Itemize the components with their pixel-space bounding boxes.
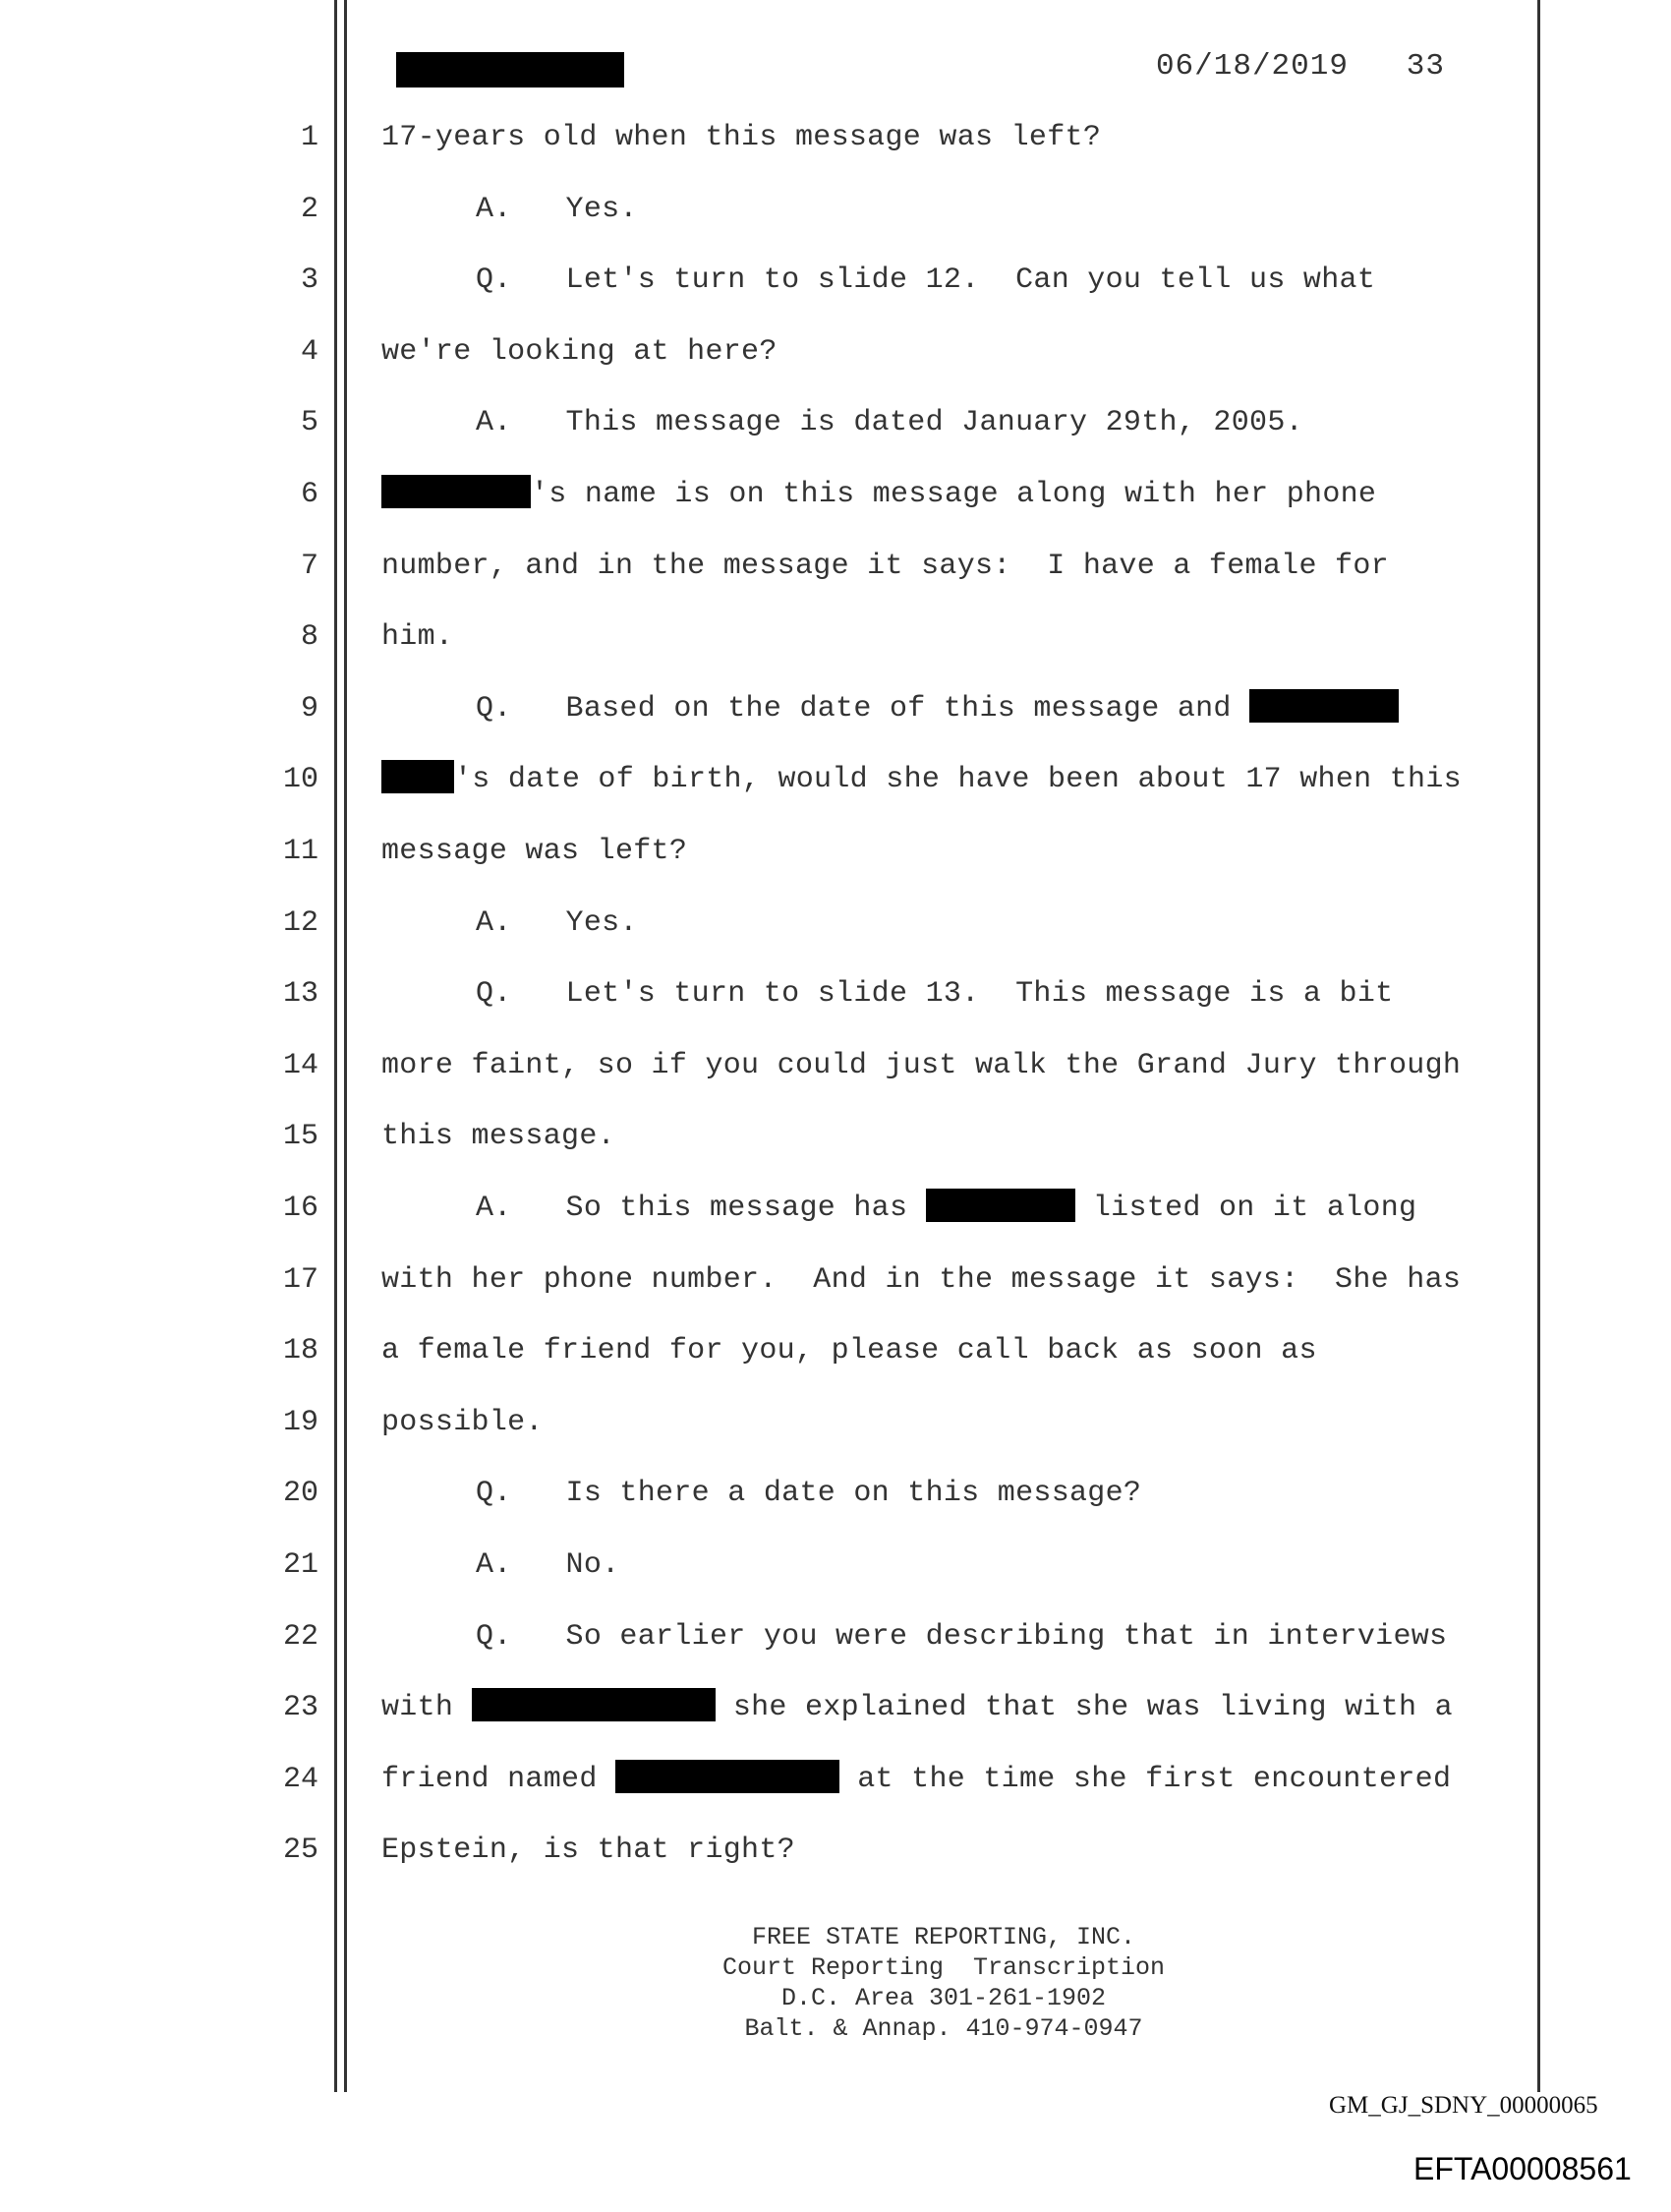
transcript-line [0,1041,1671,1112]
footer-services: Court Reporting Transcription [721,1953,1166,1982]
line-text [381,542,1389,591]
transcript-line [0,1255,1671,1326]
transcript-line [0,1469,1671,1540]
line-text [381,1398,544,1447]
line-number: 25 [282,1834,318,1868]
transcript-line [0,1755,1671,1826]
header-date-page [1156,49,1445,84]
line-text-segment: possible. [381,1405,544,1439]
transcript-line [0,827,1671,898]
line-text [381,1826,795,1875]
line-text [381,1755,1451,1804]
line-text-segment: a female friend for you, please call back as soon as [381,1334,1317,1368]
transcript-line [0,899,1671,969]
efta-number: EFTA00008561 [1413,2151,1632,2186]
header-date: 06/18/2019 [1155,49,1349,84]
transcript-line [0,1612,1671,1683]
redaction-block [615,1760,839,1793]
line-text [381,899,638,948]
line-number: 17 [282,1262,318,1297]
line-number: 15 [282,1120,318,1154]
line-text-segment: 17-years old when this message was left? [381,121,1102,154]
line-text-segment: Q. Let's turn to slide 13. This message is a bit [476,977,1394,1012]
line-text [381,113,1101,162]
line-text-segment: Q. So earlier you were describing that in interviews [476,1619,1448,1654]
line-text-segment: message was left? [381,835,688,868]
line-text-segment: 's date of birth, would she have been about 17 when this [454,763,1462,797]
line-number: 11 [282,835,318,868]
line-text-segment: she explained that she was living with a [715,1691,1453,1725]
transcript-line [0,398,1671,469]
line-number: 12 [282,905,318,940]
transcript-line [0,1112,1671,1183]
transcript-line [0,327,1671,398]
line-number: 9 [300,691,318,726]
line-number: 20 [282,1477,318,1511]
redaction-block [396,52,624,87]
transcript-line [0,684,1671,755]
redaction-block [381,760,454,793]
line-text [381,470,1376,519]
line-text-segment: A. This message is dated January 29th, 2005. [476,406,1303,440]
transcript-line [0,185,1671,256]
line-number: 4 [300,334,318,369]
line-number: 14 [282,1048,318,1082]
line-text-segment: with [381,1691,472,1725]
line-text [381,256,1375,305]
line-text [381,185,638,234]
transcript-line [0,113,1671,184]
line-text-segment: number, and in the message it says: I have a female for [381,549,1389,583]
line-text [381,1255,1461,1305]
redaction-block [1249,689,1399,723]
line-text-segment: A. No. [476,1548,620,1582]
line-text-segment: more faint, so if you could just walk the Grand Jury through [381,1048,1462,1082]
line-text [381,969,1393,1019]
line-text [381,398,1303,447]
line-text-segment: Q. Let's turn to slide 12. Can you tell us what [476,263,1376,298]
line-text [381,1683,1453,1732]
line-number: 13 [282,977,318,1012]
transcript-line [0,256,1671,326]
line-text [381,1184,1416,1233]
line-number: 16 [282,1192,318,1225]
line-number: 21 [282,1548,318,1582]
line-text-segment: 's name is on this message along with her phone [531,478,1377,511]
line-text-segment: him. [381,620,454,655]
line-text [381,1541,619,1590]
page-header [393,47,1445,87]
line-number: 8 [300,620,318,655]
redaction-block [472,1688,716,1721]
line-number: 7 [300,549,318,583]
line-number: 19 [282,1405,318,1439]
line-number: 18 [282,1334,318,1368]
footer-company: FREE STATE REPORTING, INC. [751,1923,1136,1951]
transcript-line [0,612,1671,683]
line-text-segment: this message. [381,1120,615,1154]
transcript-line [0,1683,1671,1754]
redaction-block [381,475,531,508]
line-text-segment: friend named [381,1762,615,1796]
line-text-segment: Q. Based on the date of this message and [476,691,1250,726]
line-text-segment: at the time she first encountered [838,1762,1452,1796]
line-text [381,327,778,377]
line-text-segment: with her phone number. And in the message it says: She has [381,1262,1462,1297]
line-number: 22 [282,1619,318,1654]
reporter-footer [590,1922,1297,2044]
footer-dc-phone: D.C. Area 301-261-1902 [780,1984,1107,2012]
line-text [381,1112,615,1161]
transcript-line [0,1184,1671,1254]
line-number: 3 [300,263,318,298]
line-text [381,684,1399,733]
line-text-segment: A. So this message has [476,1192,926,1225]
transcript-line [0,1398,1671,1469]
line-number: 24 [282,1762,318,1796]
bates-number: GM_GJ_SDNY_00000065 [1329,2092,1598,2119]
line-text [381,1041,1461,1090]
line-text-segment: Q. Is there a date on this message? [476,1477,1142,1511]
line-text [381,612,453,662]
line-number: 2 [300,192,318,226]
line-text [381,755,1462,804]
page-number: 33 [1406,49,1445,84]
line-number: 6 [300,478,318,511]
line-text-segment: Epstein, is that right? [381,1834,795,1868]
line-text-segment: A. Yes. [476,905,638,940]
line-number: 5 [300,406,318,440]
transcript-line [0,1326,1671,1397]
redaction-block [926,1189,1075,1222]
transcript-line [0,542,1671,612]
line-text [381,1326,1317,1375]
transcript-line [0,1826,1671,1896]
line-text-segment: listed on it along [1074,1192,1417,1225]
line-text [381,1469,1141,1518]
line-number: 10 [282,763,318,797]
line-text [381,827,687,876]
line-number: 1 [300,121,318,154]
line-number: 23 [282,1691,318,1725]
line-text-segment: A. Yes. [476,192,638,226]
transcript-line [0,969,1671,1040]
transcript-line [0,755,1671,826]
line-text [381,1612,1447,1661]
line-text-segment: we're looking at here? [381,334,778,369]
transcript-line [0,470,1671,541]
footer-balt-phone: Balt. & Annap. 410-974-0947 [744,2014,1143,2043]
transcript-line [0,1541,1671,1611]
